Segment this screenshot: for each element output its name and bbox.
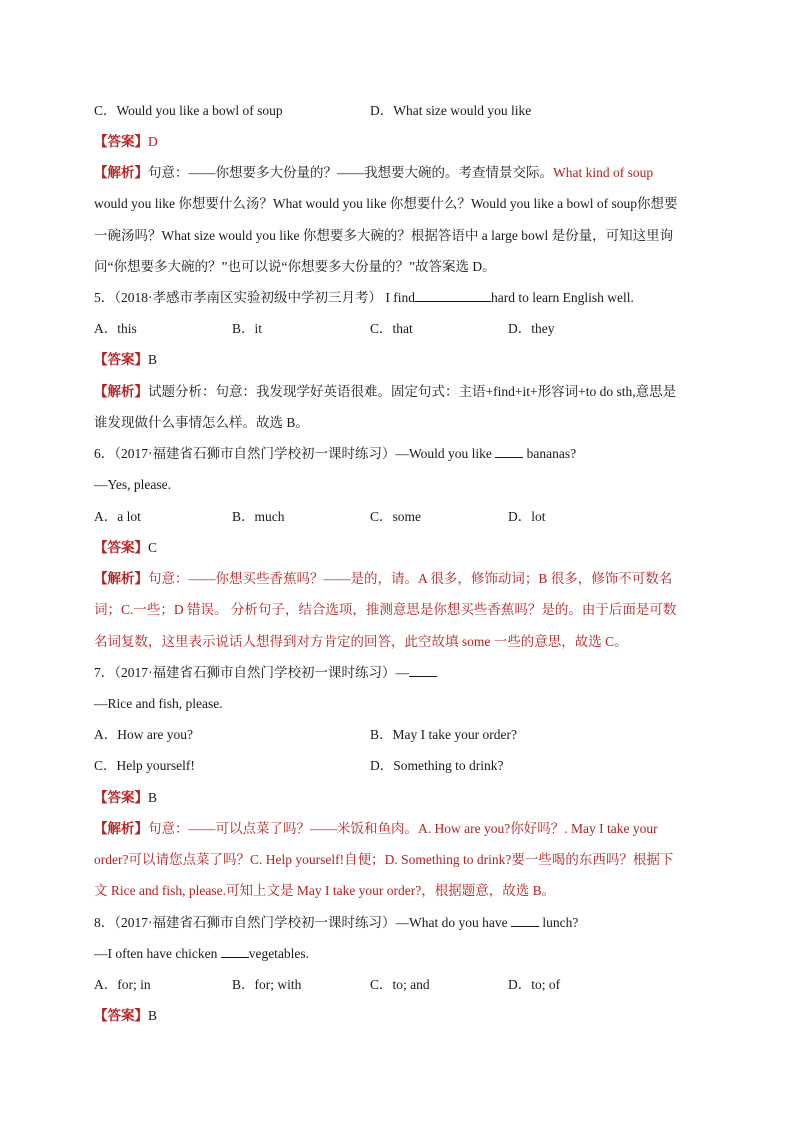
option-a: A．this xyxy=(94,321,137,336)
stem-text: hard to learn English well. xyxy=(491,290,634,305)
answer-tag: 【答案】 xyxy=(94,790,148,805)
analysis-text: 文 Rice and fish, please.可知上文是 May I take your order?，根据题意，故选 B。 xyxy=(94,883,556,898)
answer-line xyxy=(94,350,704,370)
analysis-text: What kind of soup xyxy=(553,165,654,180)
answer-blank xyxy=(409,663,437,677)
option-d: D．Something to drink? xyxy=(370,758,504,773)
analysis-line xyxy=(94,413,704,433)
analysis-text: 词；C.一些；D 错误。 分析句子，结合选项，推测意思是你想买些香蕉吗？是的。由于后面是可数 xyxy=(94,602,677,617)
option-d: D．they xyxy=(508,321,555,336)
option-d: D．lot xyxy=(508,509,546,524)
reply-text: —I often have chicken xyxy=(94,946,218,961)
analysis-line xyxy=(94,257,704,277)
dialogue-reply xyxy=(94,944,704,964)
stem-text: lunch? xyxy=(542,915,579,930)
option-c: C．that xyxy=(370,321,413,336)
dialogue-reply: —Yes, please. xyxy=(94,477,171,492)
option-c: C．Help yourself! xyxy=(94,758,195,773)
analysis-tag: 【解析】 xyxy=(94,165,148,180)
analysis-text: 试题分析：句意：我发现学好英语很难。固定句式：主语+find+it+形容词+to do sth,意思是 xyxy=(148,384,677,399)
analysis-text: 句意：——你想要多大份量的？——我想要大碗的。考查情景交际。 xyxy=(148,165,553,180)
option-a: A．How are you? xyxy=(94,727,193,742)
stem-text: 6．（2017·福建省石狮市自然门学校初一课时练习）—Would you like xyxy=(94,446,492,461)
analysis-text: order?可以请您点菜了吗？C. Help yourself!自便；D. Something to drink?要一些喝的东西吗？根据下 xyxy=(94,852,674,867)
analysis-line xyxy=(94,819,704,839)
question-8-stem xyxy=(94,913,704,933)
option-c: C．to; and xyxy=(370,977,430,992)
answer-blank xyxy=(221,944,249,958)
analysis-line xyxy=(94,382,704,402)
question-7-stem xyxy=(94,663,704,683)
option-b: B．for; with xyxy=(232,977,302,992)
analysis-tag: 【解析】 xyxy=(94,821,148,836)
analysis-text: 句意：——可以点菜了吗？——米饭和鱼肉。A. How are you?你好吗？. May I take your xyxy=(148,821,658,836)
answer-value: D xyxy=(148,134,158,149)
answer-line xyxy=(94,132,704,152)
analysis-text: 名词复数，这里表示说话人想得到对方肯定的回答，此空故填 some 一些的意思，故选 C。 xyxy=(94,634,628,649)
analysis-text: 谁发现做什么事情怎么样。故选 B。 xyxy=(94,415,309,430)
analysis-line xyxy=(94,632,704,652)
option-c: C．Would you like a bowl of soup xyxy=(94,103,283,118)
dialogue-reply: —Rice and fish, please. xyxy=(94,696,223,711)
analysis-line xyxy=(94,569,704,589)
option-b: B．May I take your order? xyxy=(370,727,517,742)
answer-blank xyxy=(415,288,491,302)
analysis-text: 问“你想要多大碗的？”也可以说“你想要多大份量的？”故答案选 D。 xyxy=(94,259,496,274)
answer-blank xyxy=(511,913,539,927)
analysis-text: 句意：——你想买些香蕉吗？——是的，请。A 很多，修饰动词；B 很多，修饰不可数名 xyxy=(148,571,673,586)
option-a: A．a lot xyxy=(94,509,141,524)
option-d: D．What size would you like xyxy=(370,103,532,118)
analysis-line xyxy=(94,163,704,183)
analysis-text: 一碗汤吗？What size would you like 你想要多大碗的？根据答语中 a large bowl 是份量，可知这里询 xyxy=(94,228,674,243)
answer-tag: 【答案】 xyxy=(94,134,148,149)
answer-value: B xyxy=(148,352,158,367)
analysis-line xyxy=(94,850,704,870)
answer-line xyxy=(94,1006,704,1026)
stem-text: bananas? xyxy=(526,446,577,461)
option-b: B．it xyxy=(232,321,263,336)
analysis-text: would you like 你想要什么汤？What would you like 你想要什么？Would you like a bowl of soup你想要 xyxy=(94,196,678,211)
answer-line xyxy=(94,538,704,558)
stem-text: 7．（2017·福建省石狮市自然门学校初一课时练习）— xyxy=(94,665,409,680)
answer-line xyxy=(94,788,704,808)
stem-text: 5．（2018·孝感市孝南区实验初级中学初三月考） I find xyxy=(94,290,415,305)
analysis-tag: 【解析】 xyxy=(94,571,148,586)
reply-text: vegetables. xyxy=(248,946,310,961)
answer-blank xyxy=(495,444,523,458)
answer-tag: 【答案】 xyxy=(94,540,148,555)
analysis-tag: 【解析】 xyxy=(94,384,148,399)
stem-text: 8．（2017·福建省石狮市自然门学校初一课时练习）—What do you have xyxy=(94,915,508,930)
analysis-line xyxy=(94,226,704,246)
answer-tag: 【答案】 xyxy=(94,1008,148,1023)
analysis-line xyxy=(94,881,704,901)
option-c: C．some xyxy=(370,509,422,524)
option-a: A．for; in xyxy=(94,977,151,992)
answer-value: B xyxy=(148,790,158,805)
answer-tag: 【答案】 xyxy=(94,352,148,367)
answer-value: B xyxy=(148,1008,158,1023)
analysis-line xyxy=(94,600,704,620)
option-d: D．to; of xyxy=(508,977,561,992)
analysis-line xyxy=(94,194,704,214)
answer-value: C xyxy=(148,540,158,555)
option-b: B．much xyxy=(232,509,285,524)
question-5-stem xyxy=(94,288,704,308)
question-6-stem xyxy=(94,444,704,464)
